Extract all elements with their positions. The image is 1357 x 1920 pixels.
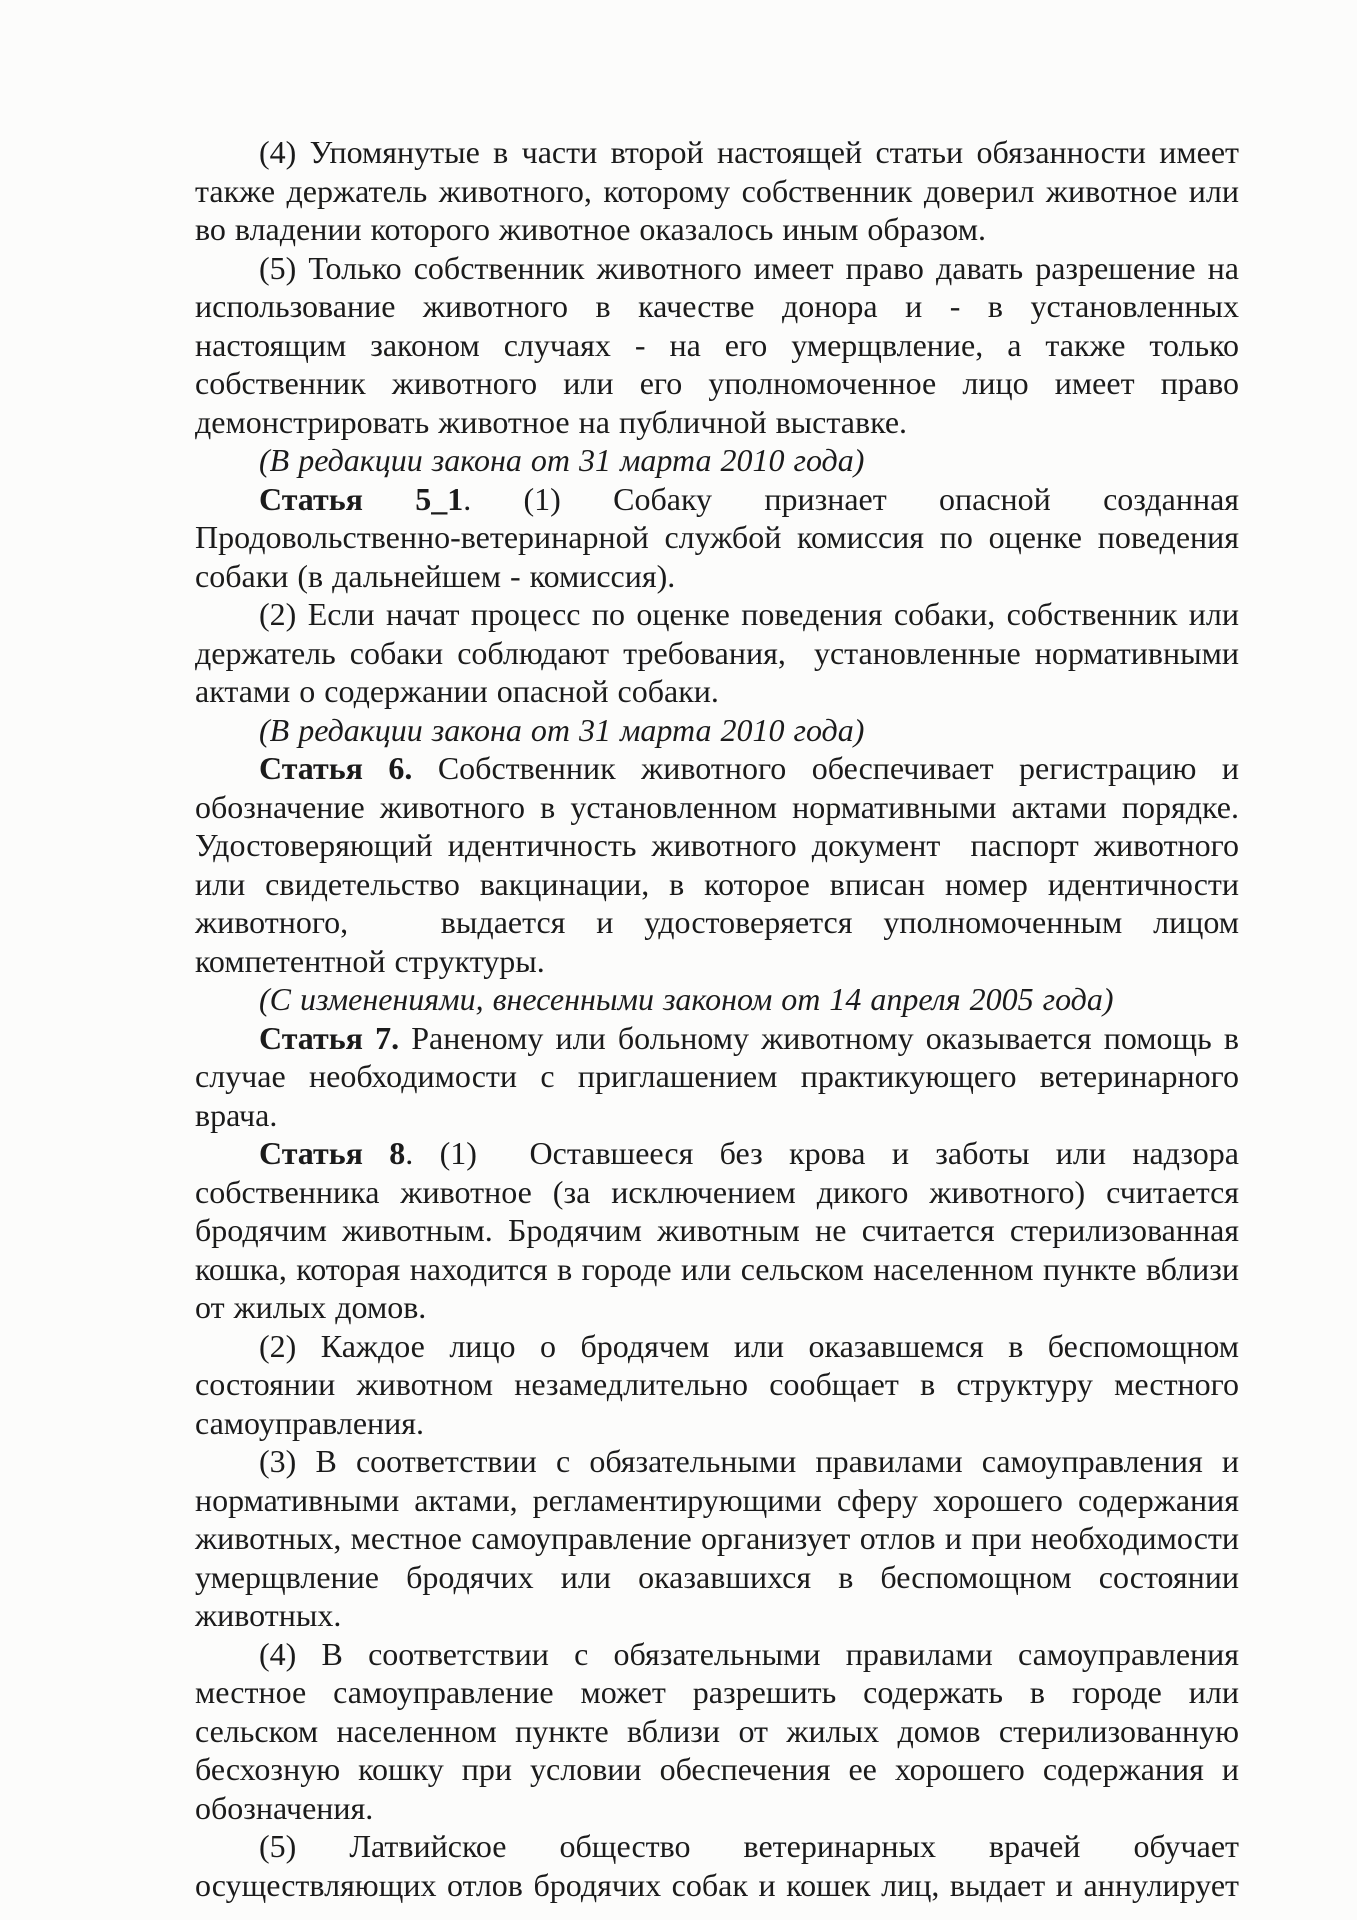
law-paragraph	[195, 1134, 1239, 1327]
text-segment: . (1) Оставшееся без крова и заботы или надзора собственника животное (за исключением дикого животного) считается бродячим животным. Бродячим животным не считается стерилизованная кошка, которая находится в городе или сельском населенном пункте вблизи от жилых домов.	[195, 1135, 1239, 1325]
law-paragraph	[195, 1327, 1239, 1443]
amendment-note	[195, 711, 1239, 750]
text-segment: (4) Упомянутые в части второй настоящей статьи обязанности имеет также держатель животного, которому собственник доверил животное или во владении которого животное оказалось иным образом.	[195, 134, 1239, 247]
text-segment: (3) В соответствии с обязательными правилами самоуправления и нормативными актами, регламентирующими сферу хорошего содержания животных, местное самоуправление организует отлов и при необходимости умерщвление бродячих или оказавшихся в беспомощном состоянии животных.	[195, 1443, 1239, 1633]
text-segment: (2) Если начат процесс по оценке поведения собаки, собственник или держатель собаки соблюдают требования, установленные нормативными актами о содержании опасной собаки.	[195, 596, 1239, 709]
text-segment: (4) В соответствии с обязательными правилами самоуправления местное самоуправление может разрешить содержать в городе или сельском населенном пункте вблизи от жилых домов стерилизованную бесхозную кошку при условии обеспечения ее хорошего содержания и обозначения.	[195, 1635, 1239, 1826]
article-heading: Статья 5_1	[259, 480, 464, 517]
law-paragraph	[195, 749, 1239, 980]
text-segment: Раненому или больному животному оказывается помощь в случае необходимости с приглашением практикующего ветеринарного врача.	[195, 1019, 1240, 1133]
law-paragraph	[195, 1635, 1239, 1828]
law-paragraph	[195, 1019, 1239, 1135]
article-heading: Статья 8	[259, 1135, 406, 1171]
text-segment: (В редакции закона от 31 марта 2010 года)	[259, 711, 865, 748]
amendment-note	[195, 441, 1239, 480]
text-segment: Собственник животного обеспечивает регистрацию и обозначение животного в установленном нормативными актами порядке. Удостоверяющий идентичность животного документ паспорт животного или свидетельство вакцинации, в которое вписан номер идентичности животного, выдается и удостоверяется уполномоченным лицом компетентной структуры.	[195, 750, 1240, 979]
text-segment: (5) Латвийское общество ветеринарных врачей обучает осуществляющих отлов бродячих собак и кошек лиц, выдает и аннулирует	[195, 1828, 1239, 1903]
text-segment: (В редакции закона от 31 марта 2010 года)	[259, 442, 865, 478]
law-paragraph	[195, 1442, 1239, 1635]
text-segment: (С изменениями, внесенными законом от 14 апреля 2005 года)	[259, 981, 1114, 1017]
article-heading: Статья 7.	[259, 1019, 400, 1056]
amendment-note	[195, 980, 1239, 1019]
law-paragraph	[195, 480, 1239, 596]
law-paragraph	[195, 133, 1239, 249]
law-paragraph	[195, 595, 1239, 711]
law-paragraph	[195, 1827, 1239, 1904]
text-segment: (5) Только собственник животного имеет право давать разрешение на использование животного в качестве донора и - в установленных настоящим законом случаях - на его умерщвление, а также только собственник животного или его уполномоченное лицо имеет право демонстрировать животное на публичной выставке.	[195, 249, 1239, 440]
law-text-block	[195, 133, 1239, 1904]
text-segment: (2) Каждое лицо о бродячем или оказавшемся в беспомощном состоянии животном незамедлительно сообщает в структуру местного самоуправления.	[195, 1327, 1239, 1441]
law-paragraph	[195, 249, 1239, 442]
article-heading: Статья 6.	[259, 750, 413, 786]
text-segment: . (1) Собаку признает опасной созданная Продовольственно-ветеринарной службой комиссия по оценке поведения собаки (в дальнейшем - комиссия).	[195, 480, 1240, 594]
